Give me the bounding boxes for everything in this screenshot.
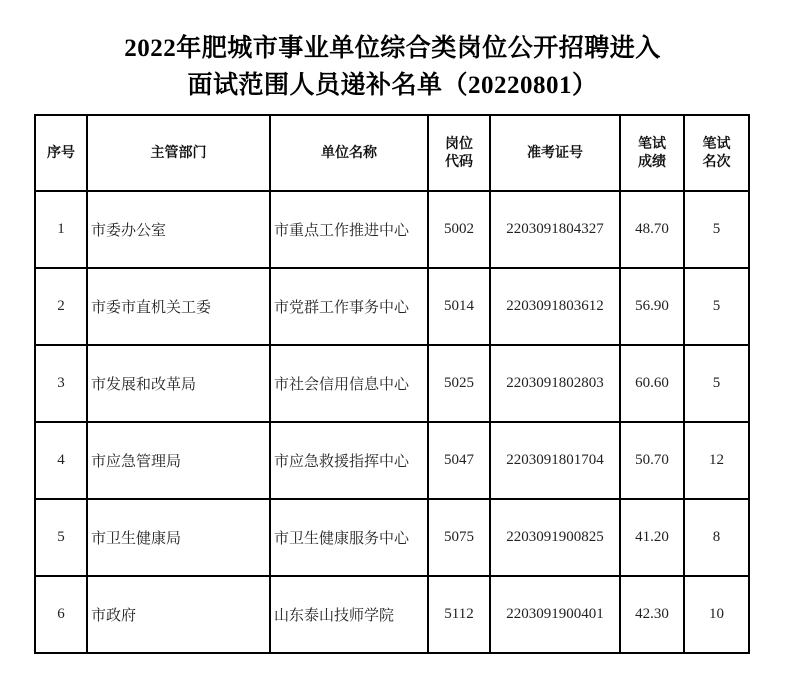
cell-department: 市政府 [87, 576, 270, 653]
cell-score: 60.60 [620, 345, 684, 422]
cell-department: 市应急管理局 [87, 422, 270, 499]
cell-index: 6 [35, 576, 87, 653]
cell-department: 市卫生健康局 [87, 499, 270, 576]
cell-exam-id: 2203091803612 [490, 268, 620, 345]
cell-post-code: 5002 [428, 191, 490, 268]
cell-score: 48.70 [620, 191, 684, 268]
cell-post-code: 5047 [428, 422, 490, 499]
cell-index: 4 [35, 422, 87, 499]
table-row [35, 191, 749, 268]
header-index: 序号 [35, 115, 87, 191]
cell-score: 41.20 [620, 499, 684, 576]
header-unit: 单位名称 [270, 115, 428, 191]
cell-department: 市发展和改革局 [87, 345, 270, 422]
cell-rank: 5 [684, 268, 749, 345]
cell-index: 3 [35, 345, 87, 422]
header-score-label: 笔试成绩 [638, 136, 666, 170]
cell-unit: 市重点工作推进中心 [270, 191, 428, 268]
cell-exam-id: 2203091801704 [490, 422, 620, 499]
cell-index: 1 [35, 191, 87, 268]
table-row [35, 268, 749, 345]
document-title-line1: 2022年肥城市事业单位综合类岗位公开招聘进入 [124, 35, 661, 62]
cell-score: 50.70 [620, 422, 684, 499]
cell-exam-id: 2203091804327 [490, 191, 620, 268]
cell-score: 56.90 [620, 268, 684, 345]
table-row [35, 499, 749, 576]
header-score [620, 115, 684, 191]
cell-department: 市委市直机关工委 [87, 268, 270, 345]
header-rank [684, 115, 749, 191]
cell-exam-id: 2203091900825 [490, 499, 620, 576]
table-row [35, 576, 749, 653]
cell-index: 2 [35, 268, 87, 345]
cell-unit: 山东泰山技师学院 [270, 576, 428, 653]
table-row [35, 345, 749, 422]
cell-post-code: 5075 [428, 499, 490, 576]
cell-department: 市委办公室 [87, 191, 270, 268]
cell-post-code: 5112 [428, 576, 490, 653]
cell-rank: 10 [684, 576, 749, 653]
cell-exam-id: 2203091900401 [490, 576, 620, 653]
cell-score: 42.30 [620, 576, 684, 653]
header-department: 主管部门 [87, 115, 270, 191]
cell-unit: 市卫生健康服务中心 [270, 499, 428, 576]
header-rank-label: 笔试名次 [702, 136, 731, 170]
cell-index: 5 [35, 499, 87, 576]
header-post-code-label: 岗位代码 [445, 136, 473, 170]
cell-rank: 5 [684, 191, 749, 268]
cell-rank: 8 [684, 499, 749, 576]
table-row [35, 422, 749, 499]
cell-rank: 5 [684, 345, 749, 422]
cell-unit: 市应急救援指挥中心 [270, 422, 428, 499]
cell-rank: 12 [684, 422, 749, 499]
header-post-code [428, 115, 490, 191]
cell-unit: 市党群工作事务中心 [270, 268, 428, 345]
table-header-row [35, 115, 749, 191]
header-exam-id: 准考证号 [490, 115, 620, 191]
cell-post-code: 5014 [428, 268, 490, 345]
cell-exam-id: 2203091802803 [490, 345, 620, 422]
cell-post-code: 5025 [428, 345, 490, 422]
cell-unit: 市社会信用信息中心 [270, 345, 428, 422]
candidate-table [34, 114, 750, 654]
document-title-line2: 面试范围人员递补名单（20220801） [187, 72, 598, 99]
